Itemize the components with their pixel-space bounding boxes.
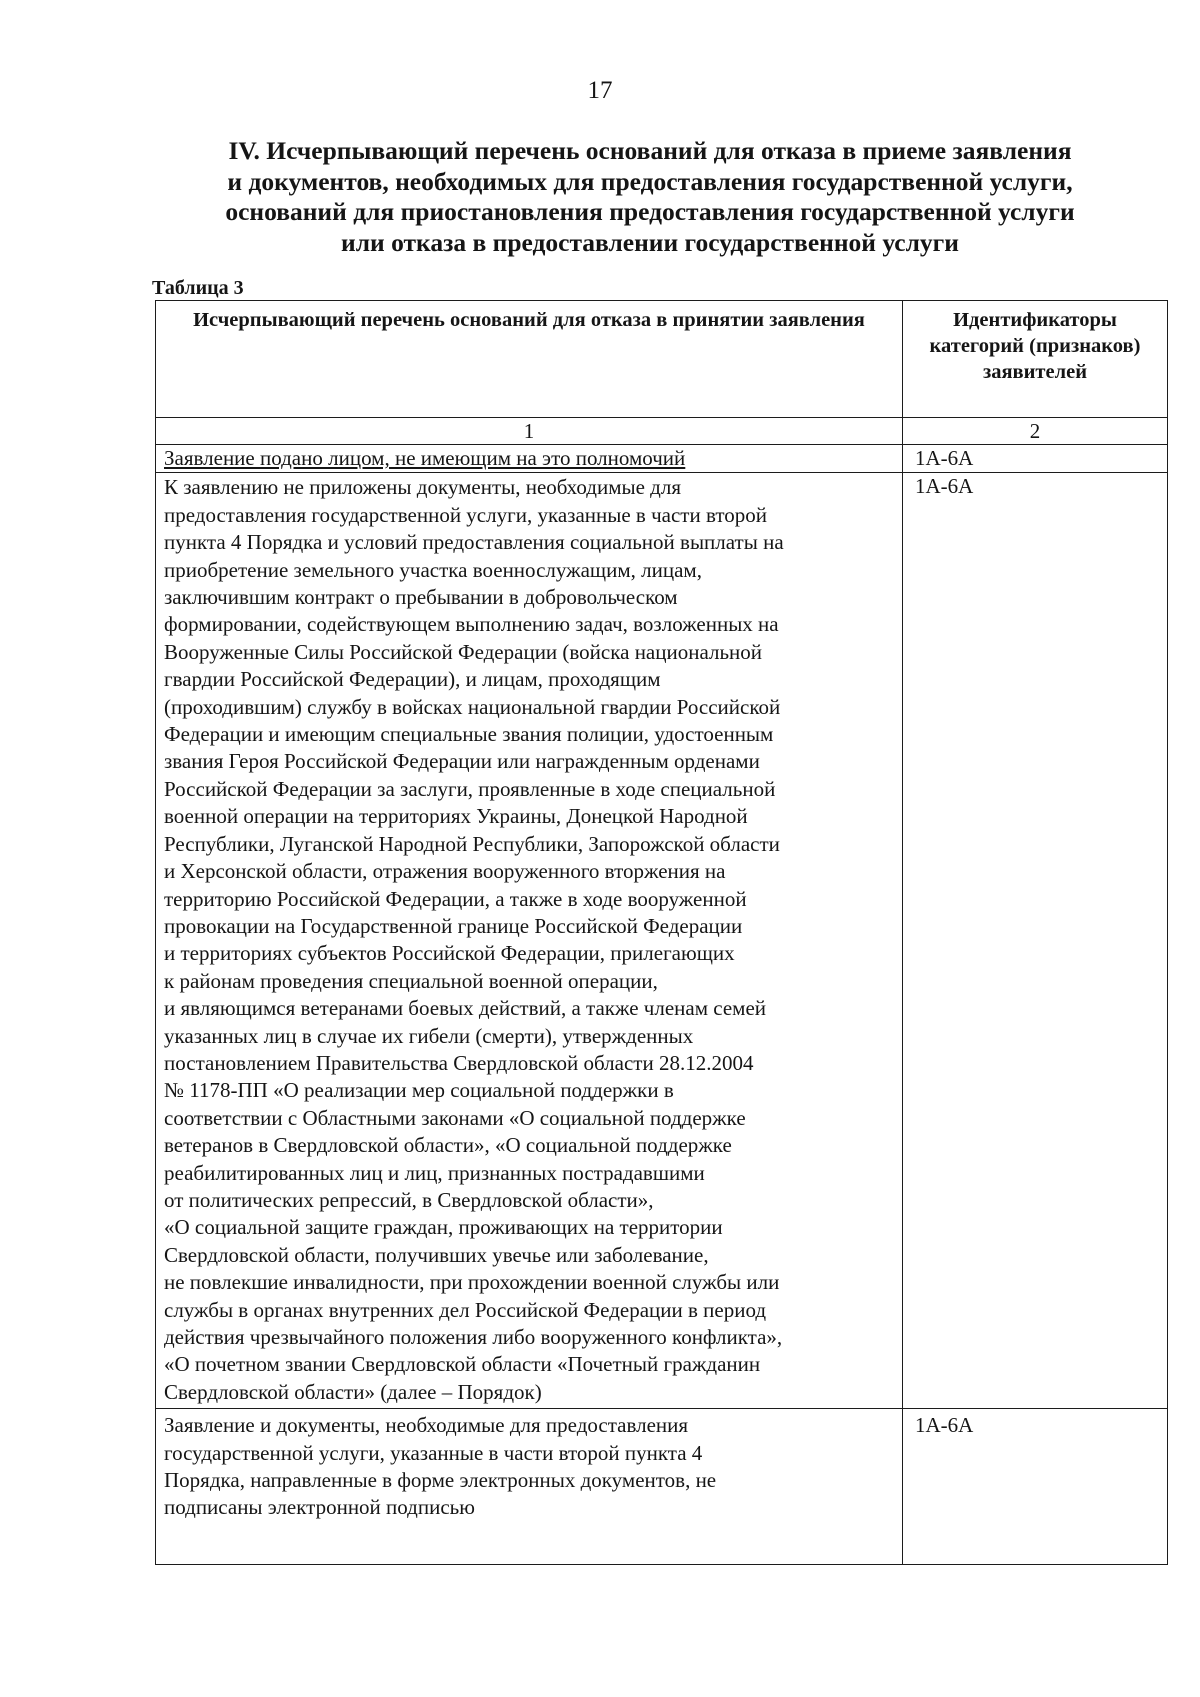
column-header-identifiers: Идентификаторы категорий (признаков) заявителей	[903, 301, 1168, 418]
reason-line: и являющимся ветеранами боевых действий, а также членам семей	[164, 996, 767, 1021]
heading-line: и документов, необходимых для предоставления государственной услуги,	[227, 166, 1073, 196]
reason-line: Порядка, направленные в форме электронных документов, не	[164, 1468, 717, 1493]
refusal-grounds-table	[155, 300, 1168, 1565]
reason-line: военной операции на территориях Украины, Донецкой Народной	[164, 804, 748, 829]
reason-line: реабилитированных лиц и лиц, признанных пострадавшими	[164, 1160, 705, 1185]
reason-line: государственной услуги, указанные в части второй пункта 4	[164, 1440, 703, 1465]
page-number: 17	[587, 77, 613, 104]
identifier-cell: 1А-6А	[903, 445, 1168, 473]
reason-line: соответствии с Областными законами «О социальной поддержке	[164, 1105, 746, 1130]
reason-line: ветеранов в Свердловской области», «О социальной поддержке	[164, 1133, 732, 1158]
reason-line: службы в органах внутренних дел Российской Федерации в период	[164, 1297, 767, 1322]
heading-line: IV. Исчерпывающий перечень оснований для отказа в приеме заявления	[228, 136, 1072, 165]
reason-line: предоставления государственной услуги, указанные в части второй	[164, 502, 768, 527]
column-number: 1	[156, 418, 903, 445]
reason-line: «О почетном звании Свердловской области «Почетный гражданин	[164, 1352, 761, 1377]
reason-line: приобретение земельного участка военнослужащим, лицам,	[164, 557, 702, 582]
reason-line: Республики, Луганской Народной Республики, Запорожской области	[164, 831, 780, 856]
table-row	[156, 1409, 1168, 1565]
reason-line: формировании, содействующем выполнению задач, возложенных на	[164, 612, 779, 637]
reason-line: подписаны электронной подписью	[164, 1495, 475, 1520]
reason-line: Российской Федерации за заслуги, проявленные в ходе специальной	[164, 776, 776, 801]
reason-line: пункта 4 Порядка и условий предоставления социальной выплаты на	[164, 530, 784, 555]
reason-cell	[156, 445, 903, 473]
heading-line: оснований для приостановления предоставления государственной услуги	[225, 197, 1075, 226]
heading-line: или отказа в предоставлении государственной услуги	[341, 227, 959, 257]
reason-line: К заявлению не приложены документы, необходимые для	[164, 475, 681, 500]
identifier-cell: 1А-6А	[903, 473, 1168, 1409]
table-header-row	[156, 301, 1168, 418]
reason-line: Федерации и имеющим специальные звания полиции, удостоенным	[164, 722, 774, 747]
column-number-row	[156, 418, 1168, 445]
reason-line: территорию Российской Федерации, а также в ходе вооруженной	[164, 886, 747, 911]
reason-line: Свердловской области» (далее – Порядок)	[164, 1379, 542, 1404]
reason-line: и территориях субъектов Российской Федерации, прилегающих	[164, 941, 735, 966]
column-number: 2	[903, 418, 1168, 445]
table-row	[156, 445, 1168, 473]
reason-line: Заявление подано лицом, не имеющим на это полномочий	[164, 446, 686, 470]
reason-line: № 1178-ПП «О реализации мер социальной поддержки в	[164, 1078, 674, 1103]
reason-line: (проходившим) службу в войсках национальной гвардии Российской	[164, 694, 781, 719]
reason-line: Заявление и документы, необходимые для предоставления	[164, 1413, 689, 1438]
reason-cell	[156, 1409, 903, 1565]
column-header-reasons: Исчерпывающий перечень оснований для отказа в принятии заявления	[156, 301, 903, 418]
reason-cell	[156, 473, 903, 1409]
reason-line: «О социальной защите граждан, проживающих на территории	[164, 1215, 723, 1240]
reason-line: и Херсонской области, отражения вооруженного вторжения на	[164, 859, 726, 884]
reason-line: постановлением Правительства Свердловской области 28.12.2004	[164, 1050, 754, 1075]
reason-line: не повлекшие инвалидности, при прохождении военной службы или	[164, 1270, 780, 1295]
reason-line: действия чрезвычайного положения либо вооруженного конфликта»,	[164, 1325, 783, 1349]
table-caption: Таблица 3	[152, 277, 244, 299]
reason-line: заключившим контракт о пребывании в добровольческом	[164, 585, 678, 610]
reason-line: Свердловской области, получивших увечье или заболевание,	[164, 1242, 709, 1267]
reason-line: от политических репрессий, в Свердловской области»,	[164, 1187, 654, 1212]
reason-line: гвардии Российской Федерации), и лицам, проходящим	[164, 667, 661, 692]
reason-line: звания Героя Российской Федерации или награжденным орденами	[164, 749, 760, 774]
table-row	[156, 473, 1168, 1409]
reason-line: Вооруженные Силы Российской Федерации (войска национальной	[164, 639, 763, 664]
reason-line: указанных лиц в случае их гибели (смерти), утвержденных	[164, 1023, 694, 1048]
identifier-cell: 1А-6А	[903, 1409, 1168, 1565]
section-heading	[150, 136, 1150, 258]
reason-line: к районам проведения специальной военной операции,	[164, 968, 658, 993]
reason-line: провокации на Государственной границе Российской Федерации	[164, 913, 743, 938]
